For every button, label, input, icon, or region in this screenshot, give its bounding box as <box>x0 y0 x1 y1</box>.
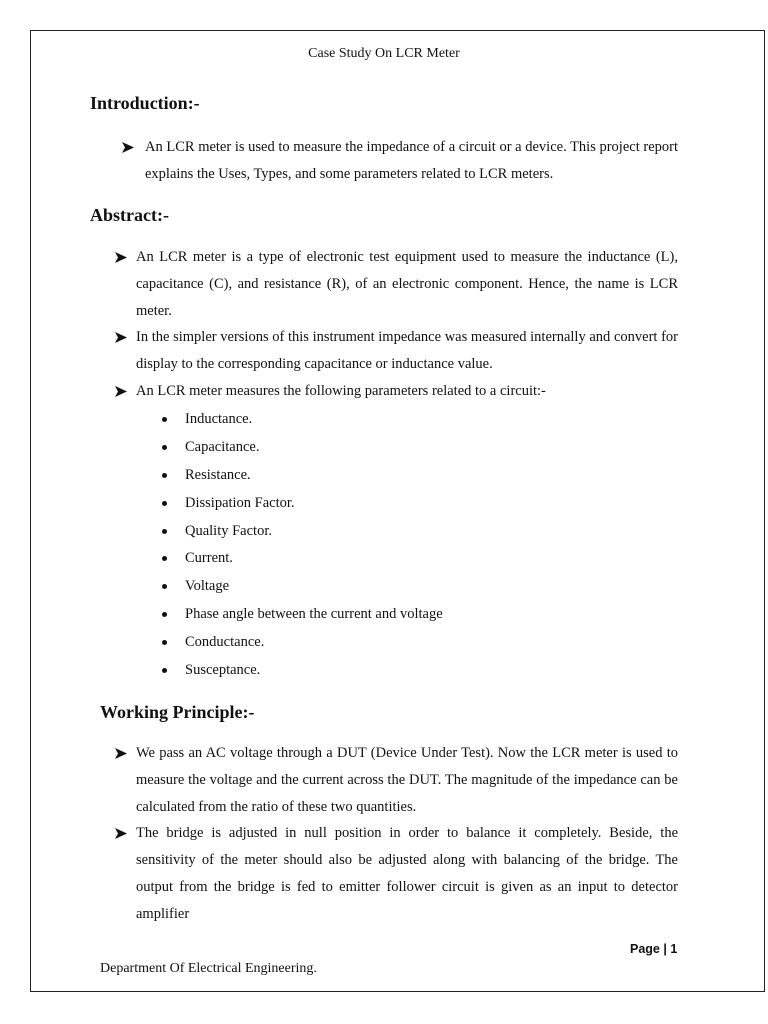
arrow-bullet-icon <box>115 378 127 397</box>
list-item: Susceptance. <box>162 657 443 685</box>
list-item: Capacitance. <box>162 434 443 462</box>
list-item: Quality Factor. <box>162 518 443 546</box>
arrow-bullet-icon <box>115 324 127 343</box>
bullet-dot-icon <box>162 556 167 561</box>
introduction-item: An LCR meter is used to measure the impedance of a circuit or a device. This project report explains the Uses, Types, and some parameters related to LCR meters. <box>145 139 678 182</box>
introduction-heading: Introduction:- <box>90 93 200 113</box>
arrow-bullet-icon <box>122 134 134 153</box>
list-item: Conductance. <box>162 629 443 657</box>
bullet-dot-icon <box>162 417 167 422</box>
abstract-item: An LCR meter is a type of electronic test equipment used to measure the inductance (L), capacitance (C), and resistance (R), of an electronic component. Hence, the name is LCR meter. <box>136 249 678 319</box>
list-item: Phase angle between the current and voltage <box>162 601 443 629</box>
bullet-dot-icon <box>162 501 167 506</box>
list-item: Resistance. <box>162 462 443 490</box>
footer-department: Department Of Electrical Engineering. <box>100 961 317 976</box>
arrow-bullet-icon <box>115 740 127 759</box>
arrow-bullet-icon <box>115 820 127 839</box>
bullet-dot-icon <box>162 529 167 534</box>
abstract-item: In the simpler versions of this instrument impedance was measured internally and convert for display to the corresponding capacitance or inductance value. <box>136 329 678 372</box>
list-item: Current. <box>162 545 443 573</box>
bullet-dot-icon <box>162 473 167 478</box>
arrow-bullet-icon <box>115 244 127 263</box>
abstract-heading: Abstract:- <box>90 205 169 225</box>
bullet-dot-icon <box>162 640 167 645</box>
list-item: Dissipation Factor. <box>162 490 443 518</box>
list-item: Inductance. <box>162 406 443 434</box>
working-principle-heading: Working Principle:- <box>100 702 255 722</box>
bullet-dot-icon <box>162 584 167 589</box>
page-header-title: Case Study On LCR Meter <box>308 46 460 61</box>
bullet-dot-icon <box>162 668 167 673</box>
working-principle-item: The bridge is adjusted in null position in order to balance it completely. Beside, the sensitivity of the meter should also be adjusted along with balancing of the bridge. The output from the bridge is fed to emitter follower circuit is given as an input to detector amplifier <box>136 825 678 922</box>
working-principle-item: We pass an AC voltage through a DUT (Device Under Test). Now the LCR meter is used to measure the voltage and the current across the DUT. The magnitude of the impedance can be calculated from the ratio of these two quantities. <box>136 745 678 815</box>
page-number: Page | 1 <box>630 942 678 956</box>
parameter-list <box>162 406 443 685</box>
bullet-dot-icon <box>162 445 167 450</box>
bullet-dot-icon <box>162 612 167 617</box>
list-item: Voltage <box>162 573 443 601</box>
abstract-item: An LCR meter measures the following parameters related to a circuit:- <box>136 383 546 399</box>
